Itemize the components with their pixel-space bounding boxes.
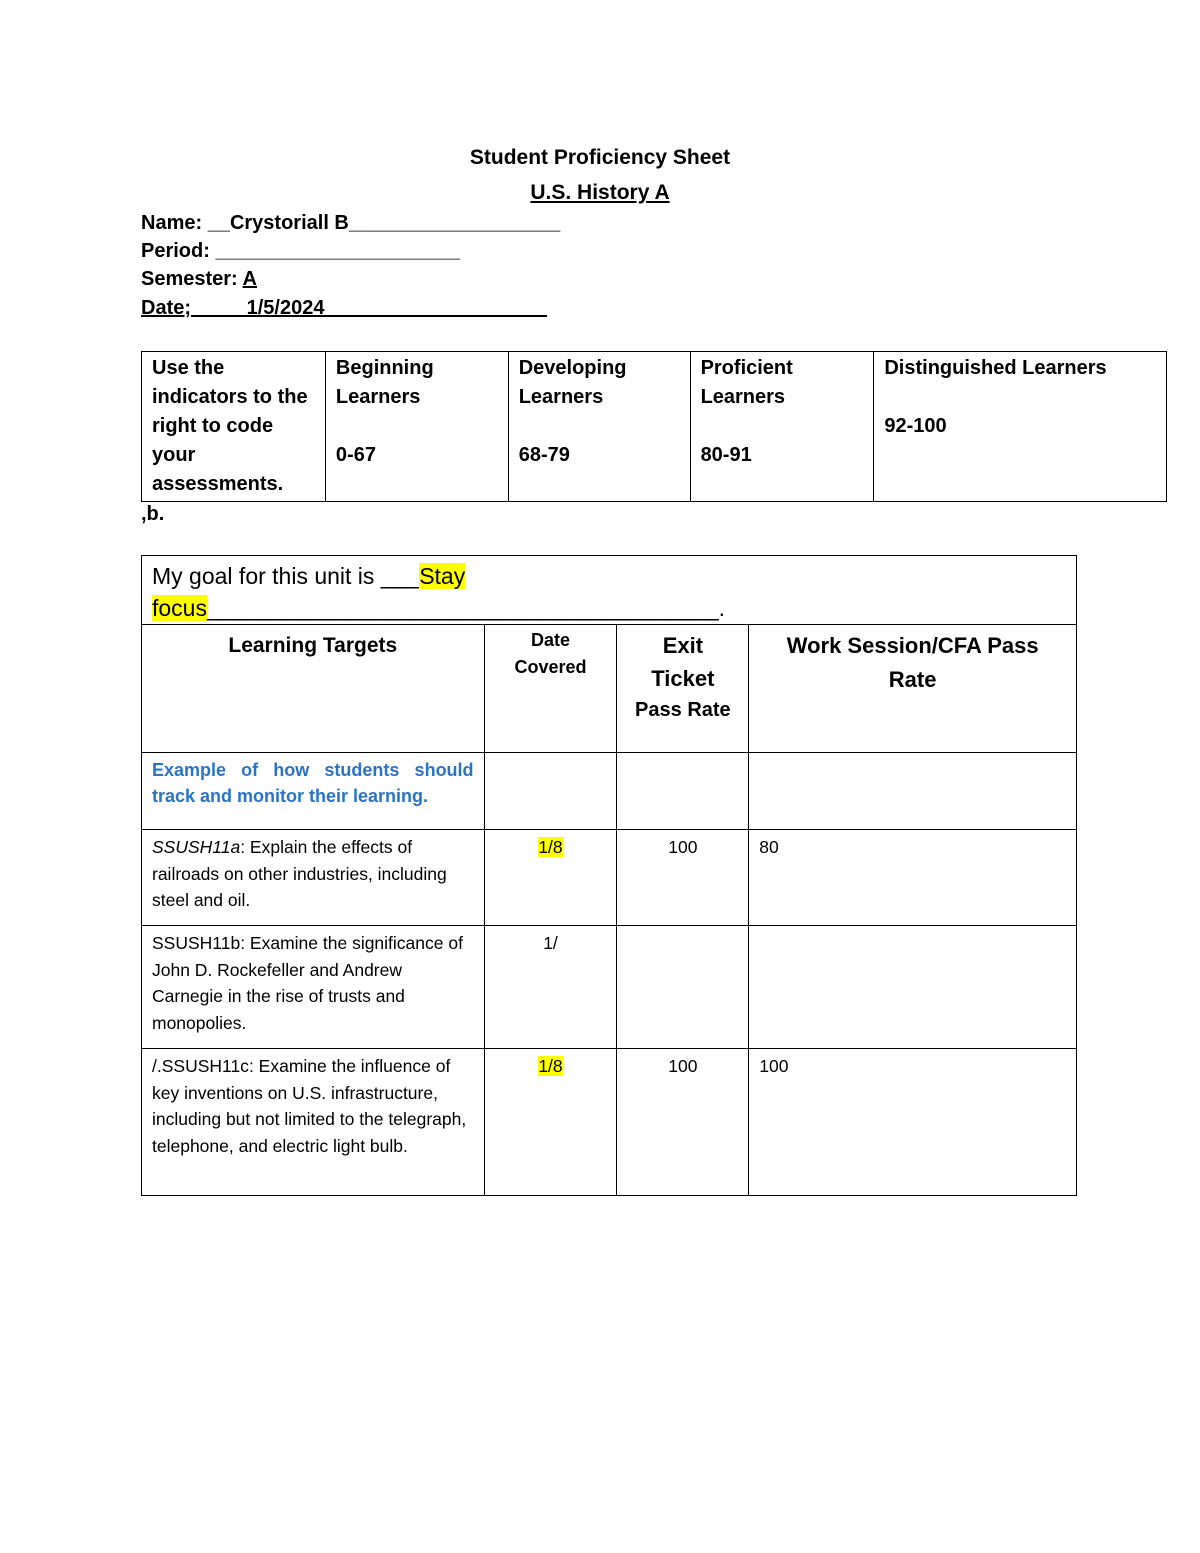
period-label: Period: — [141, 240, 216, 262]
target-description — [142, 1049, 485, 1196]
level-name: Developing — [518, 357, 627, 379]
header-learning-targets: Learning Targets — [142, 625, 485, 753]
name-value: __Crystoriall B___________________ — [207, 212, 561, 234]
work-session-cell: 100 — [749, 1049, 1077, 1196]
table-row — [142, 830, 1077, 926]
header-text: Exit — [662, 633, 704, 658]
indicator-distinguished — [874, 352, 1167, 502]
indicator-table — [141, 351, 1167, 502]
empty-cell — [749, 753, 1077, 830]
level-range: 80-91 — [700, 444, 752, 466]
standard-text: : Examine the significance of John D. Rockefeller and Andrew Carnegie in the rise of trusts and monopolies. — [152, 933, 463, 1033]
stray-text: ,b. — [141, 503, 165, 525]
level-name: Learners — [700, 386, 786, 408]
level-range: 92-100 — [884, 415, 947, 437]
target-description — [142, 830, 485, 926]
date-label: Date; — [141, 297, 192, 319]
level-name: Proficient — [700, 357, 793, 379]
semester-field — [141, 268, 257, 291]
semester-label: Semester: — [141, 268, 243, 290]
goal-suffix: ________________________________________. — [206, 595, 726, 621]
date-covered-cell — [484, 830, 617, 926]
goal-word-focus: focus — [152, 595, 207, 621]
goal-statement — [142, 556, 1077, 625]
exit-ticket-cell: 100 — [617, 1049, 749, 1196]
indicator-row — [142, 352, 1167, 502]
date-covered-value: 1/8 — [538, 837, 563, 857]
goal-row — [142, 556, 1077, 625]
header-row — [142, 625, 1077, 753]
header-text: Covered — [514, 657, 587, 677]
goal-word-stay: Stay — [419, 563, 466, 589]
empty-cell — [617, 753, 749, 830]
work-session-cell: 80 — [749, 830, 1077, 926]
target-description — [142, 926, 485, 1049]
standard-text: : Examine the influence of key inventions on U.S. infrastructure, including but not limited to the telegraph, telephone, and electric light bulb. — [152, 1056, 467, 1156]
level-range: 0-67 — [335, 444, 376, 466]
semester-value: A — [242, 268, 257, 290]
learning-targets-table — [141, 555, 1077, 1196]
empty-cell — [484, 753, 617, 830]
page-subtitle: U.S. History A — [530, 181, 670, 204]
example-row — [142, 753, 1077, 830]
goal-prefix: My goal for this unit is ___ — [152, 563, 420, 589]
exit-ticket-cell — [617, 926, 749, 1049]
level-name: Learners — [335, 386, 421, 408]
standard-code: /.SSUSH11c — [152, 1056, 249, 1076]
level-name: Distinguished Learners — [884, 357, 1107, 379]
standard-code: SSUSH11a — [152, 837, 241, 857]
indicator-proficient — [690, 352, 874, 502]
period-field — [141, 240, 460, 263]
header-text: Pass Rate — [635, 699, 731, 721]
name-field — [141, 212, 560, 235]
date-covered-cell — [484, 1049, 617, 1196]
indicator-beginning — [325, 352, 508, 502]
level-range: 68-79 — [518, 444, 570, 466]
table-row — [142, 1049, 1077, 1196]
standard-code: SSUSH11b — [152, 933, 241, 953]
indicator-instruction: Use the indicators to the right to code your assessments. — [142, 352, 326, 502]
date-covered-value: 1/ — [543, 933, 558, 953]
indicator-developing — [508, 352, 690, 502]
header-date-covered — [484, 625, 617, 753]
date-value: _____1/5/2024____________________ — [191, 297, 547, 319]
level-name: Learners — [518, 386, 604, 408]
header-exit-ticket — [617, 625, 749, 753]
table-row — [142, 926, 1077, 1049]
work-session-cell — [749, 926, 1077, 1049]
exit-ticket-cell: 100 — [617, 830, 749, 926]
date-covered-cell — [484, 926, 617, 1049]
date-field — [141, 297, 547, 320]
period-value: ______________________ — [215, 240, 461, 262]
level-name: Beginning — [335, 357, 434, 379]
date-covered-value: 1/8 — [538, 1056, 563, 1076]
example-text: Example of how students should track and monitor their learning. — [142, 753, 485, 830]
header-text: Ticket — [651, 666, 715, 691]
header-text: Date — [530, 630, 570, 650]
standard-text: : Explain the effects of railroads on other industries, including steel and oil. — [152, 837, 447, 910]
header-work-session: Work Session/CFA Pass Rate — [749, 625, 1077, 753]
page-title: Student Proficiency Sheet — [469, 146, 731, 169]
name-label: Name: — [141, 212, 208, 234]
